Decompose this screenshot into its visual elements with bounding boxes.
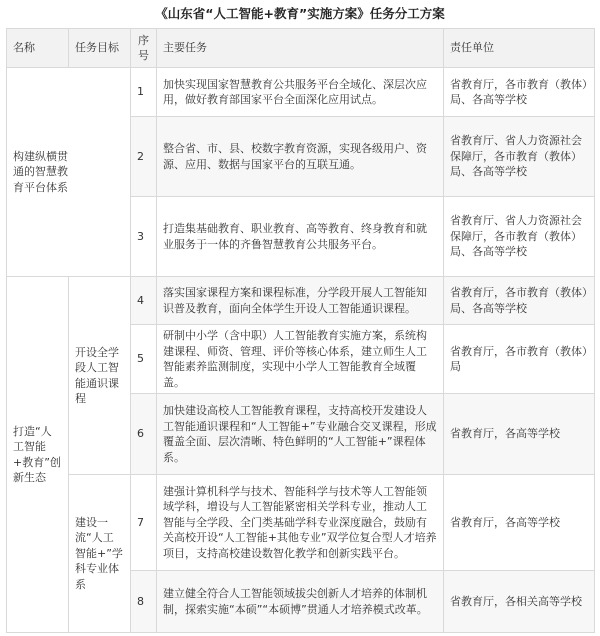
seq-cell: 8 (131, 571, 157, 633)
category-cell-platform: 构建纵横贯通的智慧教育平台体系 (7, 68, 131, 277)
seq-cell: 4 (131, 277, 157, 325)
task-cell: 打造集基础教育、职业教育、高等教育、终身教育和就业服务于一体的齐鲁智慧教育公共服务平台。 (157, 197, 444, 277)
owner-cell: 省教育厅、省人力资源社会保障厅，各市教育（教体）局、各高等学校 (444, 117, 595, 197)
owner-cell: 省教育厅，各高等学校 (444, 475, 595, 571)
seq-cell: 5 (131, 325, 157, 394)
table-row (7, 475, 595, 571)
seq-cell: 7 (131, 475, 157, 571)
table-row (7, 277, 595, 325)
header-owner: 责任单位 (444, 29, 595, 68)
seq-cell: 3 (131, 197, 157, 277)
table-row (7, 68, 595, 117)
header-task: 主要任务 (157, 29, 444, 68)
header-category: 名称 (7, 29, 69, 68)
goal-cell-disciplines: 建设一流“人工智能+”学科专业体系 (69, 475, 131, 633)
owner-cell: 省教育厅，各市教育（教体）局 (444, 325, 595, 394)
owner-cell: 省教育厅，各市教育（教体）局、各高等学校 (444, 277, 595, 325)
task-cell: 整合省、市、县、校数字教育资源，实现各级用户、资源、应用、数据与国家平台的互联互通。 (157, 117, 444, 197)
header-goal: 任务目标 (69, 29, 131, 68)
task-cell: 落实国家课程方案和课程标准，分学段开展人工智能知识普及教育，面向全体学生开设人工智能通识课程。 (157, 277, 444, 325)
table-header-row (7, 29, 595, 68)
document-title: 《山东省“人工智能+教育”实施方案》任务分工方案 (155, 6, 445, 21)
seq-cell: 1 (131, 68, 157, 117)
owner-cell: 省教育厅、省人力资源社会保障厅，各市教育（教体）局、各高等学校 (444, 197, 595, 277)
owner-cell: 省教育厅，各高等学校 (444, 394, 595, 475)
task-cell: 加快建设高校人工智能教育课程，支持高校开发建设人工智能通识课程和“人工智能+”专业融合交叉课程，形成覆盖全面、层次清晰、特色鲜明的“人工智能+”课程体系。 (157, 394, 444, 475)
task-cell: 建立健全符合人工智能领域拔尖创新人才培养的体制机制，探索实施“本硕”“本硕博”贯通人才培养模式改革。 (157, 571, 444, 633)
goal-cell-courses: 开设全学段人工智能通识课程 (69, 277, 131, 475)
owner-cell: 省教育厅，各相关高等学校 (444, 571, 595, 633)
task-cell: 建强计算机科学与技术、智能科学与技术等人工智能领域学科，增设与人工智能紧密相关学科专业，推动人工智能与全学段、全门类基础学科专业深度融合，鼓励有关高校开设“人工智能+其他专业”双学位复合型人才培养项目，支持高校建设数智化教学和创新实践平台。 (157, 475, 444, 571)
header-seq: 序号 (131, 29, 157, 68)
owner-cell: 省教育厅，各市教育（教体）局、各高等学校 (444, 68, 595, 117)
category-cell-ecosystem: 打造“人工智能+教育”创新生态 (7, 277, 69, 633)
task-assignment-table (6, 28, 595, 633)
task-cell: 研制中小学（含中职）人工智能教育实施方案，系统构建课程、师资、管理、评价等核心体系，建立师生人工智能素养监测制度，实现中小学人工智能教育全域覆盖。 (157, 325, 444, 394)
seq-cell: 2 (131, 117, 157, 197)
seq-cell: 6 (131, 394, 157, 475)
task-cell: 加快实现国家智慧教育公共服务平台全域化、深层次应用，做好教育部国家平台全面深化应用试点。 (157, 68, 444, 117)
